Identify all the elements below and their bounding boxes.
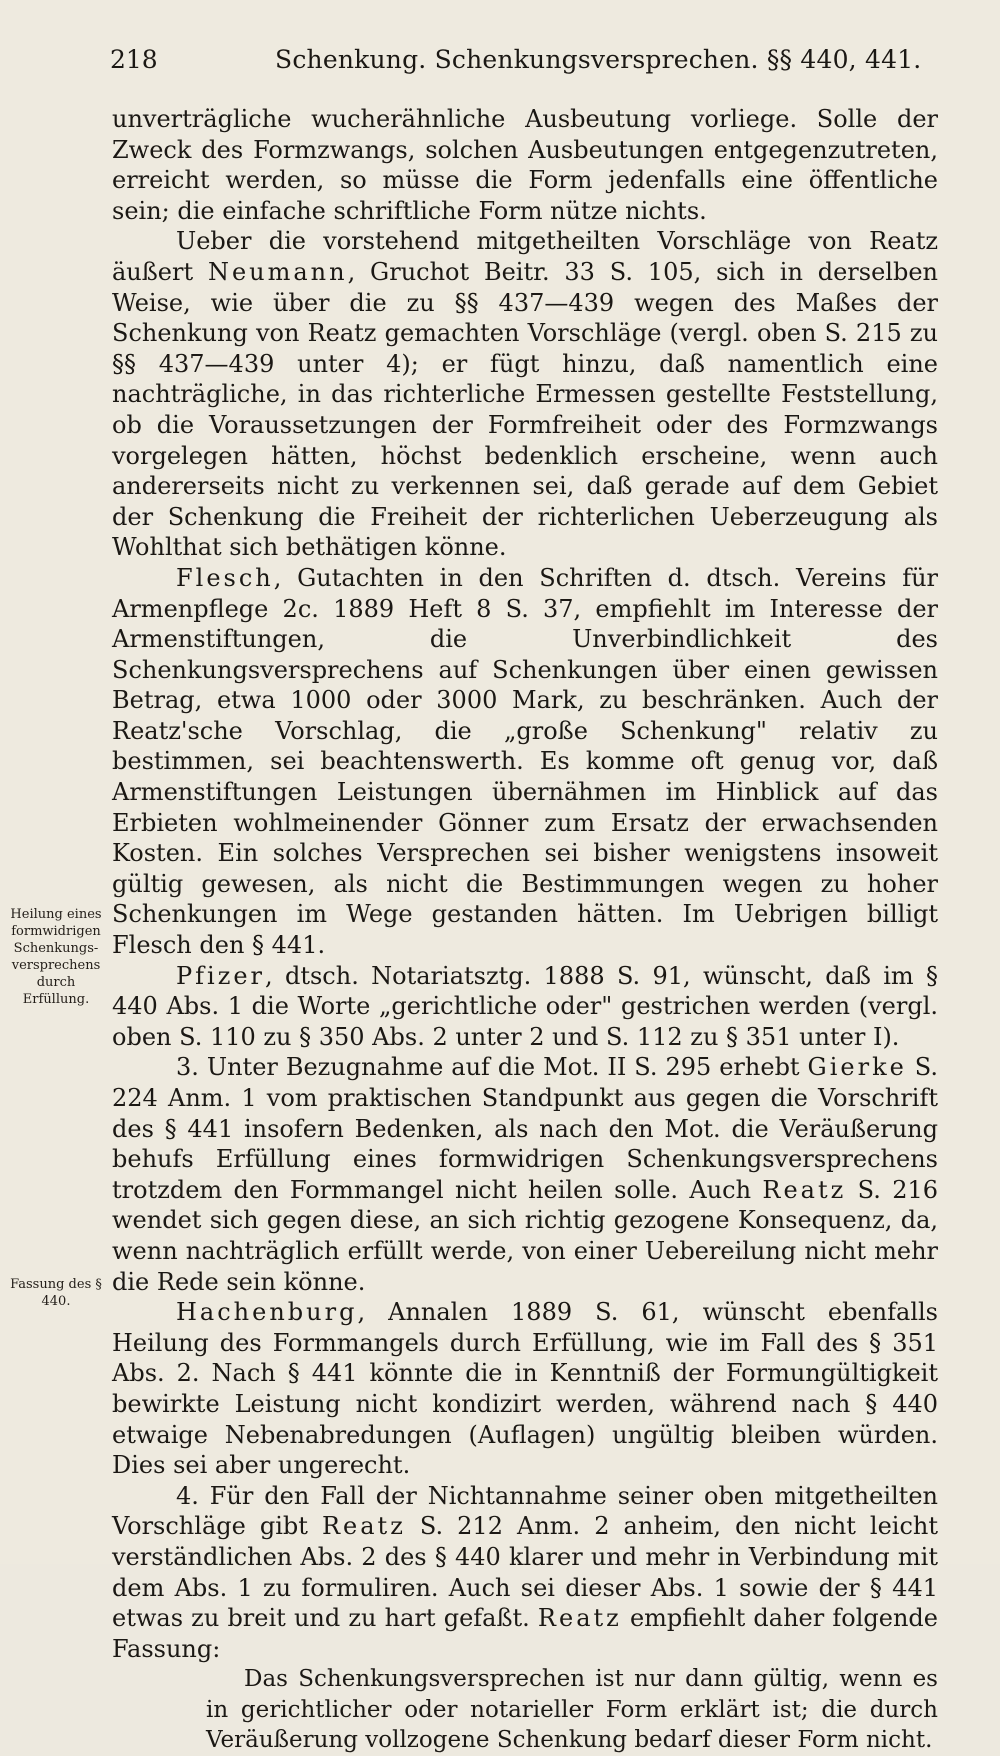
author-name: Hachenburg [176, 1298, 358, 1327]
running-title: Schenkung. Schenkungsversprechen. §§ 440, 441. [275, 45, 922, 74]
paragraph-2 [112, 226, 938, 563]
body-text [112, 104, 938, 1756]
paragraph-1 [112, 104, 938, 226]
paragraph-text: , Gutachten in den Schriften d. dtsch. Vereins für Armenpflege 2c. 1889 Heft 8 S. 37, empfiehlt im Interesse der Armenstiftungen, die Unverbindlichkeit des Schenkungsversprechens auf Schenkungen über einen gewissen Betrag, etwa 1000 oder 3000 Mark, zu beschränken. Auch der Reatz'sche Vorschlag, die „große Schenkung" relativ zu bestimmen, sei beachtenswerth. Es komme oft genug vor, daß Armenstiftungen Leistungen übernähmen im Hinblick auf das Erbieten wohlmeinender Gönner zum Ersatz der erwachsenden Kosten. Ein solches Versprechen sei bisher wenigstens insoweit gültig gewesen, als nicht die Bestimmungen wegen zu hoher Schenkungen im Wege gestanden hätten. Im Uebrigen billigt Flesch den § 441. [112, 563, 938, 960]
author-name: Pfizer [176, 961, 266, 990]
author-name: Gierke [807, 1053, 907, 1082]
paragraph-text: S. 212 Anm. 2 anheim, den nicht leicht verständlichen Abs. 2 des § 440 klarer und mehr in Verbindung mit dem Abs. 1 zu formuliren. Auch sei dieser Abs. 1 sowie der § 441 etwas zu breit und zu hart gefaßt. [112, 1512, 938, 1633]
page-number: 218 [110, 45, 158, 74]
author-name: Reatz [537, 1604, 622, 1633]
page-header [110, 40, 940, 80]
paragraph-text: , Annalen 1889 S. 61, wünscht ebenfalls Heilung des Formmangels durch Erfüllung, wie im Fall des § 351 Abs. 2. Nach § 441 könnte die in Kenntniß der Formungültigkeit bewirkte Leistung nicht kondizirt werden, während nach § 440 etwaige Nebenabredungen (Auflagen) ungültig bleiben würden. Dies sei aber ungerecht. [112, 1298, 938, 1480]
paragraph-6 [112, 1297, 938, 1481]
quote-text: Das Schenkungsversprechen ist nur dann gültig, wenn es in gerichtlicher oder notarieller Form erklärt ist; die durch Veräußerung vollzogene Schenkung bedarf dieser Form nicht. [206, 1666, 938, 1754]
paragraph-3 [112, 563, 938, 961]
paragraph-text: unverträgliche wucherähnliche Ausbeutung vorliege. Solle der Zweck des Formzwangs, solchen Ausbeutungen entgegenzutreten, erreicht werden, so müsse die Form jedenfalls eine öffentliche sein; die einfache schriftliche Form nütze nichts. [112, 105, 938, 225]
paragraph-text: Ueber die vorstehend mitgetheilten Vorschläge von Reatz äußert [112, 227, 938, 286]
paragraph-text: S. 224 Anm. 1 vom praktischen Standpunkt aus gegen die Vorschrift des § 441 insofern Bedenken, als nach den Mot. die Veräußerung behufs Erfüllung eines formwidrigen Schenkungsversprechens trotzdem den Formmangel nicht heilen solle. Auch [112, 1053, 939, 1204]
paragraph-text: , dtsch. Notariatsztg. 1888 S. 91, wünscht, daß im § 440 Abs. 1 die Worte „gerichtliche oder" gestrichen werden (vergl. oben S. 110 zu § 350 Abs. 2 unter 2 und S. 112 zu § 351 unter I). [112, 961, 938, 1051]
paragraph-4 [112, 961, 938, 1053]
paragraph-text: , Gruchot Beitr. 33 S. 105, sich in derselben Weise, wie über die zu §§ 437—439 wegen des Maßes der Schenkung von Reatz gemachten Vorschläge (vergl. oben S. 215 zu §§ 437—439 unter 4); er fügt hinzu, daß namentlich eine nachträgliche, in das richterliche Ermessen gestellte Feststellung, ob die Voraussetzungen der Formfreiheit oder des Formzwangs vorgelegen hätten, höchst bedenklich erscheine, wenn auch andererseits nicht zu verkennen sei, daß gerade auf dem Gebiet der Schenkung die Freiheit der richterlichen Ueberzeugung als Wohlthat sich bethätigen könne. [112, 257, 939, 562]
author-name: Neumann [207, 257, 348, 286]
author-name: Reatz [321, 1512, 406, 1541]
margin-note-fassung: Fassung des § 440. [10, 1277, 102, 1309]
author-name: Reatz [762, 1175, 847, 1204]
proposed-wording-quote [206, 1664, 938, 1756]
paragraph-5 [112, 1052, 938, 1297]
author-name: Flesch [176, 563, 274, 592]
paragraph-7 [112, 1481, 938, 1665]
paragraph-text: 4. Für den Fall der Nichtannahme seiner oben mitgetheilten Vorschläge gibt [112, 1481, 938, 1541]
paragraph-text: empfiehlt daher folgende Fassung: [112, 1604, 938, 1663]
paragraph-text: 3. Unter Bezugnahme auf die Mot. II S. 295 erhebt [176, 1053, 808, 1082]
paragraph-text: S. 216 wendet sich gegen diese, an sich richtig gezogene Konsequenz, da, wenn nachträglich erfüllt werde, von einer Uebereilung nicht mehr die Rede sein könne. [112, 1175, 938, 1296]
margin-note-heilung: Heilung eines formwidrigen Schenkungs-versprechens durch Erfüllung. [10, 907, 102, 1007]
